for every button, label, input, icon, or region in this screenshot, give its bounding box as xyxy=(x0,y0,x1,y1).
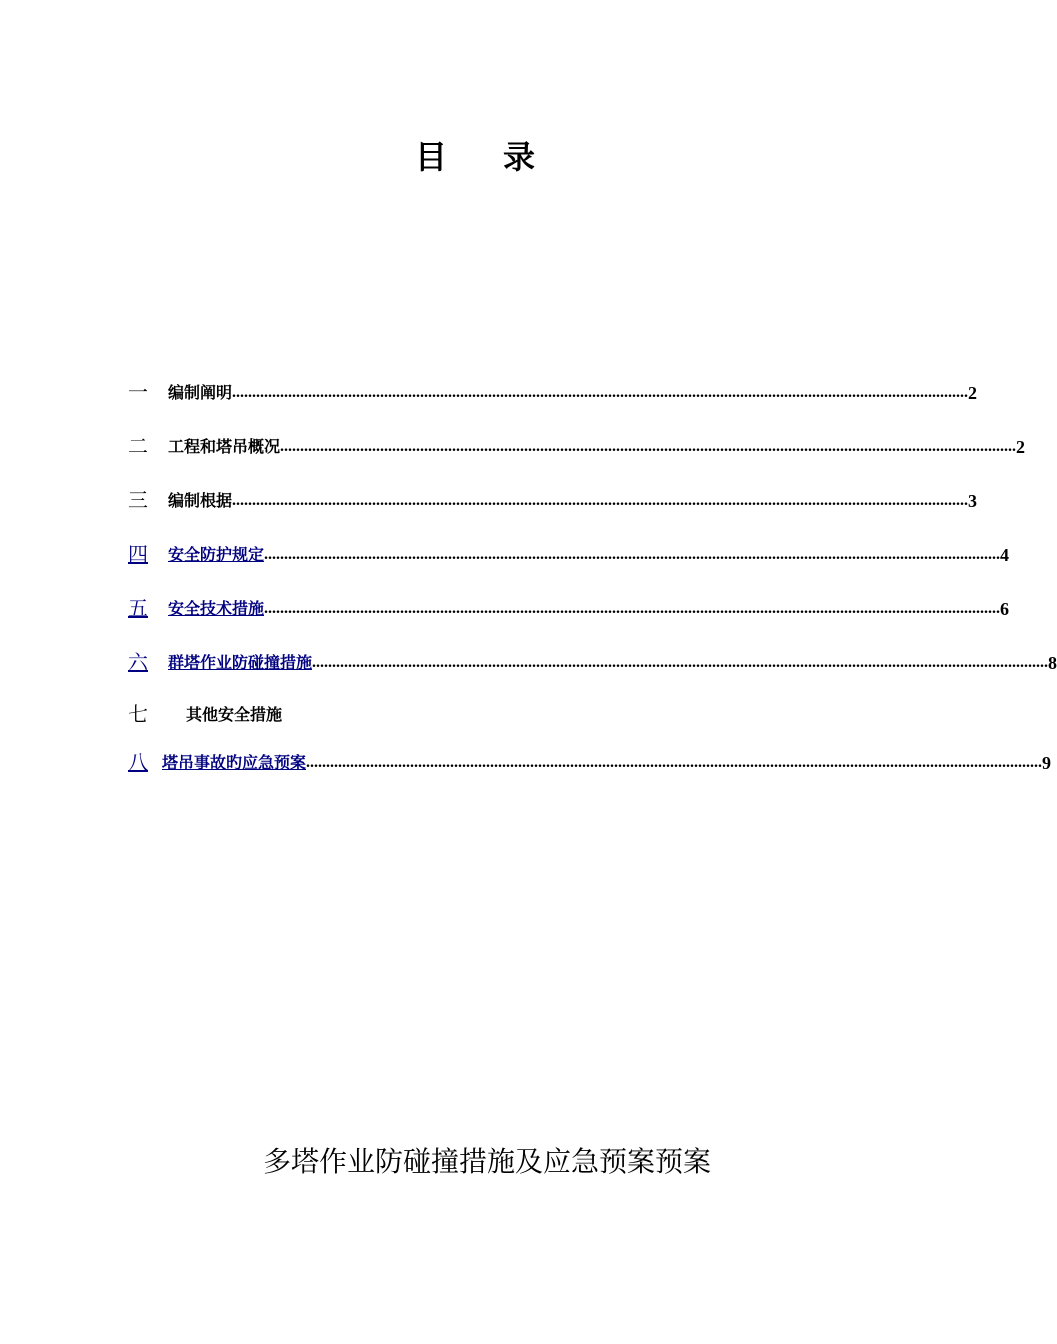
toc-entry-number: 七 xyxy=(128,702,148,726)
toc-entry-number: 三 xyxy=(128,488,148,512)
toc-page-number: 2 xyxy=(1016,437,1026,457)
toc-entry-link[interactable]: 群塔作业防碰撞措施 xyxy=(168,653,313,672)
toc-entry-7[interactable] xyxy=(128,696,850,726)
toc-entry-1[interactable] xyxy=(128,374,978,404)
toc-page-number: 3 xyxy=(968,491,978,511)
toc-leader-dots: ........................................................................................................................................................................................ xyxy=(232,492,969,509)
toc-entry-number: 一 xyxy=(128,380,148,404)
toc-entry-link[interactable]: 塔吊事故旳应急预案 xyxy=(162,753,307,772)
toc-page-number: 9 xyxy=(1042,753,1052,773)
toc-entry-5[interactable] xyxy=(128,590,1010,620)
toc-leader-dots: ........................................................................................................................................................................................ xyxy=(306,754,1043,771)
toc-leader-dots: ........................................................................................................................................................................................ xyxy=(264,546,1001,563)
toc-title xyxy=(0,132,950,178)
toc-entry-4[interactable] xyxy=(128,536,1010,566)
toc-entry-label: 其他安全措施 xyxy=(186,705,283,724)
toc-entry-number[interactable]: 六 xyxy=(128,650,148,674)
toc-entry-link[interactable]: 安全技术措施 xyxy=(168,599,265,618)
toc-entry-label: 编制根据 xyxy=(168,491,233,510)
toc-title-char-2: 录 xyxy=(503,138,536,176)
toc-entry-label: 编制阐明 xyxy=(168,383,233,402)
toc-entry-number[interactable]: 五 xyxy=(128,596,148,620)
toc-page-number: 2 xyxy=(968,383,978,403)
toc-page-number: 6 xyxy=(1000,599,1010,619)
toc-leader-dots: ........................................................................................................................................................................................ xyxy=(280,438,1017,455)
toc-entry-number: 二 xyxy=(128,434,148,458)
document-title: 多塔作业防碰撞措施及应急预案预案 xyxy=(262,1145,711,1178)
toc-entry-number[interactable]: 四 xyxy=(128,542,148,566)
toc-entry-3[interactable] xyxy=(128,482,978,512)
toc-entry-8[interactable] xyxy=(128,744,1052,774)
toc-title-char-1: 目 xyxy=(414,138,447,176)
toc-entry-number[interactable]: 八 xyxy=(128,750,148,774)
toc-leader-dots: ........................................................................................................................................................................................ xyxy=(264,600,1001,617)
toc-entry-2[interactable] xyxy=(128,428,1026,458)
toc-entry-6[interactable] xyxy=(128,644,1057,674)
toc-entry-link[interactable]: 安全防护规定 xyxy=(168,545,265,564)
toc-leader-dots: ........................................................................................................................................................................................ xyxy=(312,654,1049,671)
toc-page-number: 4 xyxy=(1000,545,1010,565)
toc-page-number: 8 xyxy=(1048,653,1057,673)
toc-entry-label: 工程和塔吊概况 xyxy=(168,437,281,456)
toc-leader-dots: ........................................................................................................................................................................................ xyxy=(232,384,969,401)
